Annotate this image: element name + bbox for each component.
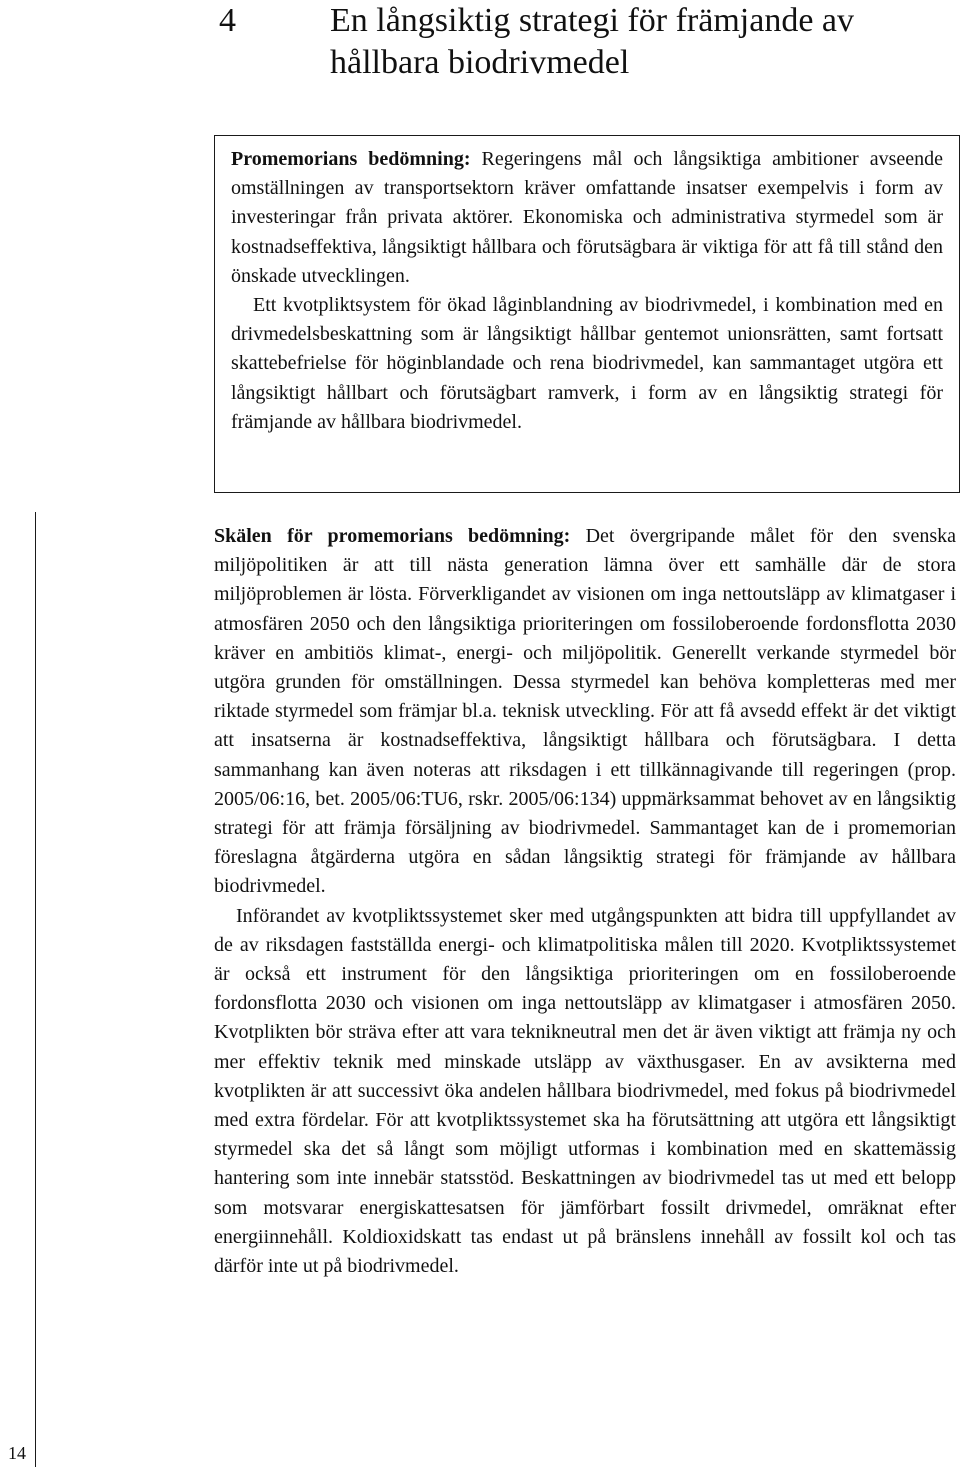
- reasons-lead: Skälen för promemorians bedömning:: [214, 525, 571, 547]
- assessment-paragraph-text: Regeringens mål och långsiktiga ambitioner avseende omställningen av transportsektorn kräver omfattande insatser exempelvis i form av investeringar från privata aktörer. Ekonomiska och administrativa styrmedel som är kostnadseffektiva, långsiktigt hållbara och förutsägbara är viktiga för att få till stånd den önskade utvecklingen.: [231, 148, 943, 287]
- assessment-paragraph: [231, 145, 943, 291]
- reasons-paragraph: [214, 522, 956, 902]
- margin-rule: [35, 512, 36, 1467]
- page-number: 14: [8, 1443, 26, 1463]
- reasons-section: [214, 522, 956, 1281]
- assessment-lead: Promemorians bedömning:: [231, 148, 471, 170]
- chapter-title: En långsiktig strategi för främjande av hållbara biodrivmedel: [330, 2, 854, 81]
- assessment-box: [214, 135, 960, 493]
- reasons-paragraph-text: Det övergripande målet för den svenska miljöpolitiken är att till nästa generation lämna över ett samhälle där de stora miljöproblemen är lösta. Förverkligandet av visionen om inga nettoutsläpp av klimatgaser i atmosfären 2050 och den långsiktiga prioriteringen om fossiloberoende fordonsflotta 2030 kräver en ambitiös klimat-, energi- och miljöpolitik. Generellt verkande styrmedel bör utgöra grunden för omställningen. Dessa styrmedel kan behöva kompletteras med mer riktade styrmedel som främjar bl.a. teknisk utveckling. För att få avsedd effekt är det viktigt att insatserna är kostnadseffektiva, långsiktigt hållbara och förutsägbara. I detta sammanhang kan även noteras att riksdagen i ett tillkännagivande till regeringen (prop. 2005/06:16, bet. 2005/06:TU6, rskr. 2005/06:134) uppmärksammat behovet av en långsiktig strategi för att främja försäljning av biodrivmedel. Sammantaget kan de i promemorian föreslagna åtgärderna utgöra en sådan långsiktig strategi för främjande av hållbara biodrivmedel.: [214, 525, 956, 898]
- assessment-paragraph-2: Ett kvotpliktsystem för ökad låginblandning av biodrivmedel, i kombination med en drivmedelsbeskattning som är långsiktigt hållbar gentemot unionsrätten, samt fortsatt skattebefrielse för höginblandade och rena biodrivmedel, kan sammantaget utgöra ett långsiktigt hållbart och förutsägbart ramverk, i form av en långsiktig strategi för främjande av hållbara biodrivmedel.: [231, 294, 943, 433]
- chapter-number: 4: [219, 2, 236, 39]
- reasons-paragraph-2: Införandet av kvotpliktssystemet sker med utgångspunkten att bidra till uppfyllandet av de av riksdagen fastställda energi- och klimatpolitiska målen till 2020. Kvotpliktssystemet är också ett instrument för den långsiktiga prioriteringen om en fossiloberoende fordonsflotta 2030 och visionen om inga nettoutsläpp av klimatgaser i atmosfären 2050. Kvotplikten bör sträva efter att vara teknikneutral men det är även viktigt att främja ny och mer effektiv teknik med minskade utsläpp av växthusgaser. En av avsikterna med kvotplikten är att successivt öka andelen hållbara biodrivmedel, med fokus på biodrivmedel med extra fördelar. För att kvotpliktssystemet ska ha förutsättning att utgöra ett långsiktigt styrmedel ska det så långt som möjligt utformas i kombination med en skattemässig hantering som inte innebär statsstöd. Beskattningen av biodrivmedel tas ut med ett belopp som motsvarar energiskattesatsen för jämförbart fossilt drivmedel, omräknat efter energiinnehåll. Koldioxidskatt tas endast ut på bränslens innehåll av fossilt kol och tas därför inte ut på biodrivmedel.: [214, 904, 956, 1278]
